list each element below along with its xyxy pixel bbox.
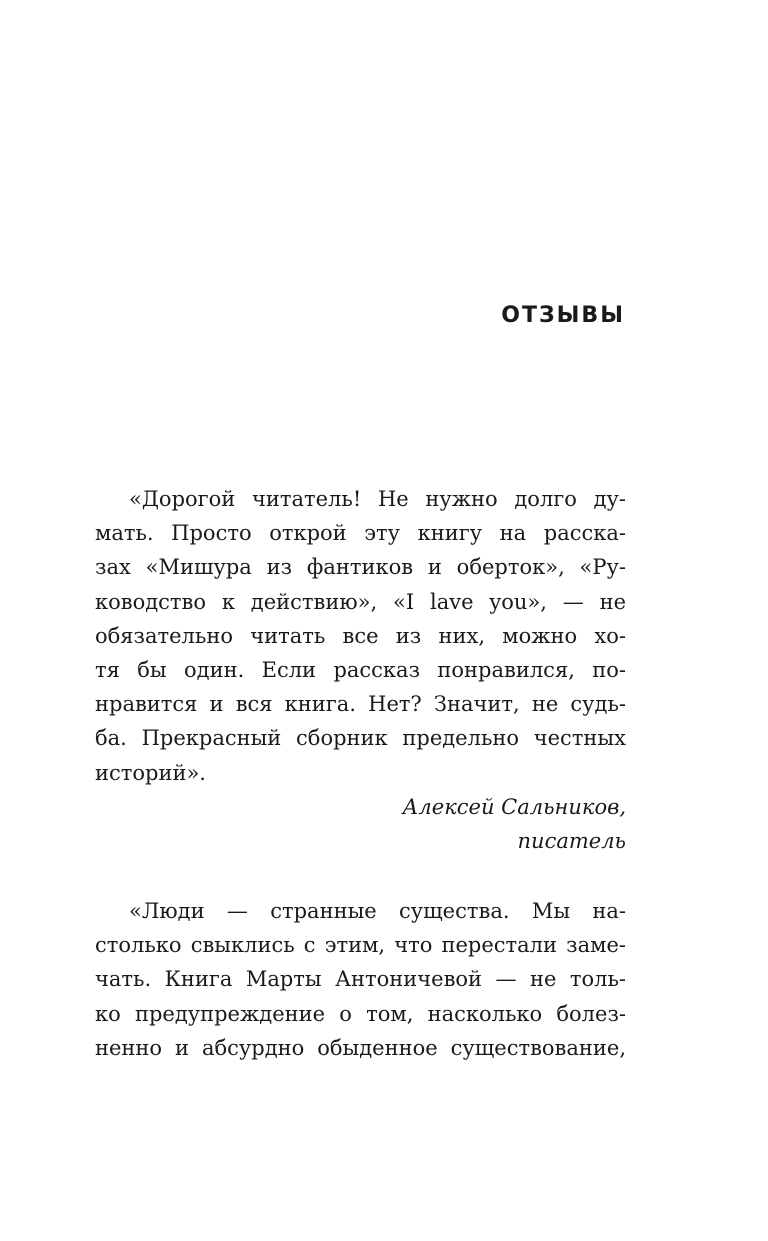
- review-text-line: ба. Прекрасный сборник предельно честных: [95, 726, 626, 751]
- review-author: Алексей Сальников,: [402, 794, 626, 819]
- review-text-line: чать. Книга Марты Антоничевой — не толь-: [95, 967, 626, 992]
- review-text-line: ководство к действию», «I lave you», — не: [95, 589, 626, 614]
- page-title: ОТЗЫВЫ: [501, 303, 625, 328]
- review-text-line: зах «Мишура из фантиков и оберток», «Ру-: [95, 555, 626, 580]
- review-2: [95, 894, 626, 1065]
- review-text-line: тя бы один. Если рассказ понравился, по-: [95, 657, 626, 682]
- review-text-line: ко предупреждение о том, насколько болез-: [95, 1001, 626, 1026]
- review-text-line: ненно и абсурдно обыденное существование,: [95, 1035, 626, 1060]
- review-text-line: столько свыклись с этим, что перестали заме-: [95, 933, 626, 958]
- review-text-line: нравится и вся книга. Нет? Значит, не судь-: [95, 692, 626, 717]
- review-1: [95, 482, 626, 858]
- review-text-line: историй».: [95, 760, 206, 785]
- review-text-line: «Дорогой читатель! Не нужно долго ду-: [129, 487, 626, 511]
- review-text-line: обязательно читать все из них, можно хо-: [95, 623, 626, 648]
- review-text-line: «Люди — странные существа. Мы на-: [129, 899, 626, 923]
- review-author-role: писатель: [517, 828, 626, 853]
- review-text-line: мать. Просто открой эту книгу на расска-: [95, 521, 626, 546]
